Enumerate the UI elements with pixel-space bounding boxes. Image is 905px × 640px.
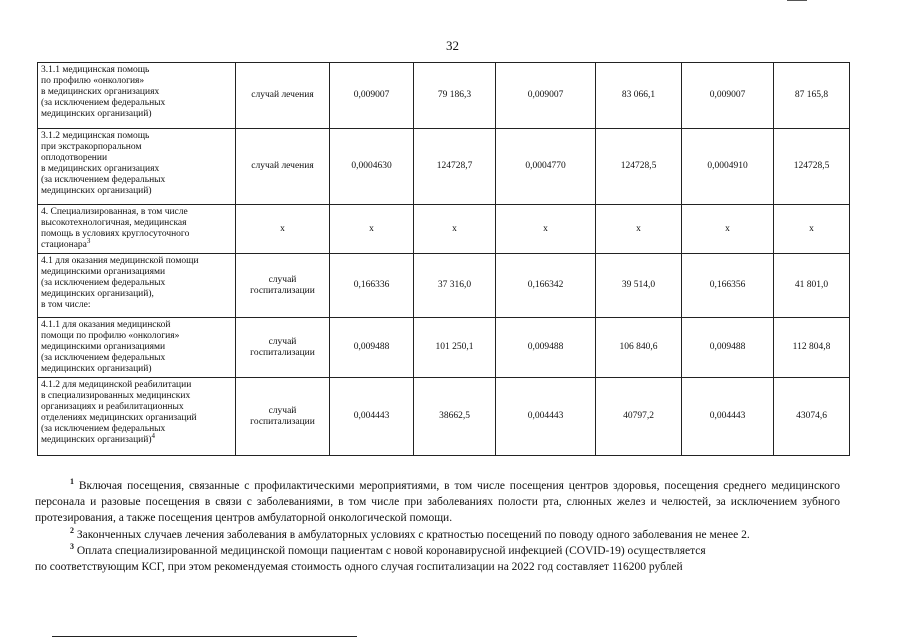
row-name-line: 4.1 для оказания медицинской помощи xyxy=(41,256,199,266)
row-unit-cell: случай лечения xyxy=(236,63,330,129)
row-name-cell xyxy=(38,129,236,205)
row-name-cell xyxy=(38,254,236,318)
row-value-cell: 0,166356 xyxy=(682,254,774,318)
row-value-cell: х xyxy=(414,205,496,254)
row-value-cell: 0,0004630 xyxy=(330,129,414,205)
row-name-line: по профилю «онкология» xyxy=(41,76,145,86)
row-value-cell: 101 250,1 xyxy=(414,318,496,378)
footnote-2-mark: 2 xyxy=(70,525,74,535)
row-value-cell: 0,004443 xyxy=(496,378,596,456)
row-name-line: (за исключением федеральных xyxy=(41,424,166,434)
table-row xyxy=(38,318,850,378)
table-row xyxy=(38,205,850,254)
row-name-line: отделениях медицинских организаций xyxy=(41,413,197,423)
row-value-cell: 124728,7 xyxy=(414,129,496,205)
row-name-line: помощи по профилю «онкология» xyxy=(41,331,180,341)
footnote-2-text: Законченных случаев лечения заболевания в амбулаторных условиях с кратностью посещений по поводу одного заболевания не менее 2. xyxy=(76,528,750,541)
row-name-footnote-mark: 4 xyxy=(151,431,155,440)
page-number: 32 xyxy=(446,38,459,53)
row-value-cell: 106 840,6 xyxy=(596,318,682,378)
row-name-line: (за исключением федеральных xyxy=(41,353,166,363)
top-edge-mark xyxy=(787,0,807,1)
row-name-cell xyxy=(38,378,236,456)
row-name-line: в медицинских организациях xyxy=(41,87,160,97)
footnote-3-cont xyxy=(35,559,840,575)
row-value-cell: 0,009488 xyxy=(682,318,774,378)
row-name-line: медицинских организаций), xyxy=(41,289,154,299)
row-name-line: (за исключением федеральных xyxy=(41,278,166,288)
row-name-cell xyxy=(38,63,236,129)
table-row xyxy=(38,129,850,205)
row-value-cell: 0,166336 xyxy=(330,254,414,318)
row-value-cell: 0,0004770 xyxy=(496,129,596,205)
row-value-cell: 0,004443 xyxy=(682,378,774,456)
row-name-line: медицинскими организациями xyxy=(41,342,166,352)
row-value-cell: 0,009007 xyxy=(496,63,596,129)
row-value-cell: х xyxy=(330,205,414,254)
row-value-cell: 0,166342 xyxy=(496,254,596,318)
row-value-cell: 0,009488 xyxy=(330,318,414,378)
row-value-cell: х xyxy=(496,205,596,254)
row-value-cell: 0,009007 xyxy=(330,63,414,129)
row-name-line: 3.1.1 медицинская помощь xyxy=(41,65,150,75)
row-name-line: (за исключением федеральных xyxy=(41,98,166,108)
row-value-cell: х xyxy=(596,205,682,254)
row-name-line: в специализированных медицинских xyxy=(41,391,191,401)
row-name-line: медицинскими организациями xyxy=(41,267,166,277)
row-value-cell: 79 186,3 xyxy=(414,63,496,129)
footnotes xyxy=(35,478,840,575)
footnote-3-mark: 3 xyxy=(70,541,74,551)
row-value-cell: 39 514,0 xyxy=(596,254,682,318)
row-name-line: медицинских организаций) xyxy=(41,109,152,119)
row-value-cell: 0,004443 xyxy=(330,378,414,456)
row-name-line: помощь в условиях круглосуточного xyxy=(41,229,190,239)
row-name-line: оплодотворении xyxy=(41,153,108,163)
row-value-cell: 124728,5 xyxy=(774,129,850,205)
row-name-line: при экстракорпоральном xyxy=(41,142,142,152)
row-unit-cell: х xyxy=(236,205,330,254)
row-name-line: 3.1.2 медицинская помощь xyxy=(41,131,150,141)
footnote-3 xyxy=(35,543,840,559)
row-name-line: в медицинских организациях xyxy=(41,164,160,174)
row-value-cell: х xyxy=(682,205,774,254)
footnote-1-text: Включая посещения, связанные с профилактическими мероприятиями, в том числе посещения центров здоровья, посещения среднего медицинского персонала и разовые посещения в связи с заболеваниями, в том числе при заболеваниях полости рта, слюнных желез и челюстей, за исключением зубного протезирования, а также посещения центров амбулаторной онкологической помощи. xyxy=(35,480,841,525)
rates-table xyxy=(37,62,850,456)
row-value-cell: х xyxy=(774,205,850,254)
row-value-cell: 0,009488 xyxy=(496,318,596,378)
row-unit-cell: случай госпитализации xyxy=(236,378,330,456)
row-name-line: медицинских организаций) xyxy=(41,435,152,445)
footnote-1 xyxy=(35,478,840,527)
row-name-line: высокотехнологичная, медицинская xyxy=(41,218,187,228)
footnote-1-mark: 1 xyxy=(70,477,74,487)
row-name-line: организациях и реабилитационных xyxy=(41,402,184,412)
row-value-cell: 38662,5 xyxy=(414,378,496,456)
row-name-line: медицинских организаций) xyxy=(41,186,152,196)
row-name-line: 4.1.2 для медицинской реабилитации xyxy=(41,380,192,390)
row-unit-cell: случай лечения xyxy=(236,129,330,205)
row-value-cell: 124728,5 xyxy=(596,129,682,205)
row-name-cell xyxy=(38,318,236,378)
row-unit-cell: случай госпитализации xyxy=(236,254,330,318)
footnote-separator xyxy=(52,636,357,637)
row-name-line: (за исключением федеральных xyxy=(41,175,166,185)
row-name-line: медицинских организаций) xyxy=(41,364,152,374)
row-value-cell: 0,009007 xyxy=(682,63,774,129)
table-row xyxy=(38,378,850,456)
row-value-cell: 112 804,8 xyxy=(774,318,850,378)
row-name-line: 4.1.1 для оказания медицинской xyxy=(41,320,171,330)
table-row xyxy=(38,63,850,129)
row-value-cell: 41 801,0 xyxy=(774,254,850,318)
row-name-line: 4. Специализированная, в том числе xyxy=(41,207,188,217)
row-value-cell: 0,0004910 xyxy=(682,129,774,205)
row-value-cell: 40797,2 xyxy=(596,378,682,456)
row-value-cell: 83 066,1 xyxy=(596,63,682,129)
footnote-3-text: Оплата специализированной медицинской помощи пациентам с новой коронавирусной инфекцией (COVID-19) осуществляется xyxy=(76,544,706,557)
row-name-cell xyxy=(38,205,236,254)
table-row xyxy=(38,254,850,318)
row-name-line: стационара xyxy=(41,240,87,250)
row-value-cell: 37 316,0 xyxy=(414,254,496,318)
row-value-cell: 43074,6 xyxy=(774,378,850,456)
footnote-2 xyxy=(35,527,840,543)
row-unit-cell: случай госпитализации xyxy=(236,318,330,378)
row-name-line: в том числе: xyxy=(41,300,91,310)
row-name-footnote-mark: 3 xyxy=(86,236,91,245)
footnote-3-text-cont: по соответствующим КСГ, при этом рекомендуемая стоимость одного случая госпитализации на 2022 год составляет 116200 рублей xyxy=(35,561,683,574)
row-value-cell: 87 165,8 xyxy=(774,63,850,129)
